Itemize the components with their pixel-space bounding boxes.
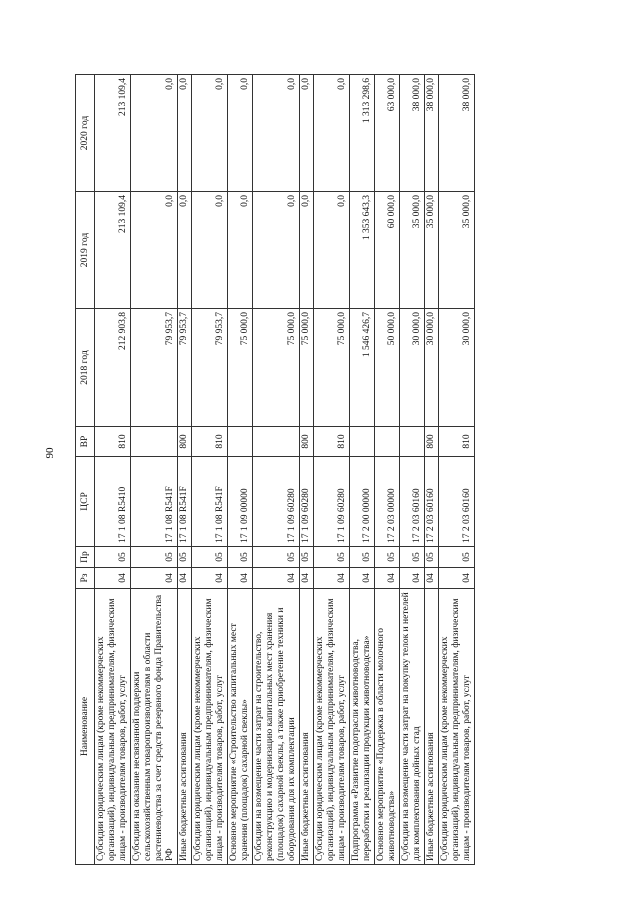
cell-vr: 800 — [178, 427, 192, 457]
cell-2018: 75 000,0 — [314, 309, 350, 427]
cell-rz: 04 — [131, 568, 178, 589]
cell-rz: 04 — [95, 568, 131, 589]
cell-2018: 75 000,0 — [228, 309, 253, 427]
cell-name: Иные бюджетные ассигнования — [178, 589, 192, 865]
table-row — [253, 75, 300, 865]
table-row — [439, 75, 475, 865]
cell-pr: 05 — [425, 547, 439, 568]
cell-rz: 04 — [253, 568, 300, 589]
cell-pr: 05 — [192, 547, 228, 568]
budget-table — [75, 74, 475, 865]
cell-csr: 17 1 08 R541F — [178, 457, 192, 547]
cell-vr — [228, 427, 253, 457]
table-row — [350, 75, 375, 865]
cell-name: Иные бюджетные ассигнования — [300, 589, 314, 865]
header-2019: 2019 год — [76, 192, 95, 309]
cell-csr: 17 1 08 R5410 — [95, 457, 131, 547]
table-row — [178, 75, 192, 865]
cell-csr: 17 2 03 60160 — [439, 457, 475, 547]
cell-name: Субсидии юридическим лицам (кроме некоммерческих организаций), индивидуальным предпринимателям, физическим лицам - производителям товаров, работ, услуг — [192, 589, 228, 865]
cell-name: Основное мероприятие «Поддержка в области молочного животноводства» — [375, 589, 400, 865]
cell-pr: 05 — [400, 547, 425, 568]
cell-vr — [375, 427, 400, 457]
cell-csr: 17 1 08 R541F — [131, 457, 178, 547]
cell-2020: 0,0 — [300, 75, 314, 192]
cell-pr: 05 — [253, 547, 300, 568]
cell-csr: 17 1 08 R541F — [192, 457, 228, 547]
cell-2019: 0,0 — [228, 192, 253, 309]
cell-2019: 0,0 — [178, 192, 192, 309]
cell-name: Субсидии на возмещение части затрат на строительство, реконструкцию и модернизацию капитальных мест хранения (площадок) сахарной свеклы, а также приобретение техники и оборудования для их комплектации — [253, 589, 300, 865]
cell-2020: 0,0 — [228, 75, 253, 192]
table-row — [131, 75, 178, 865]
cell-name: Субсидии на возмещение части затрат на покупку телок и нетелей для комплектования дойных стад — [400, 589, 425, 865]
header-pr: Пр — [76, 547, 95, 568]
cell-pr: 05 — [300, 547, 314, 568]
table-row — [228, 75, 253, 865]
cell-csr: 17 2 03 00000 — [375, 457, 400, 547]
cell-pr: 05 — [375, 547, 400, 568]
cell-vr — [253, 427, 300, 457]
cell-2018: 1 546 426,7 — [350, 309, 375, 427]
cell-vr — [131, 427, 178, 457]
header-vr: ВР — [76, 427, 95, 457]
cell-2020: 0,0 — [131, 75, 178, 192]
cell-2019: 0,0 — [131, 192, 178, 309]
cell-2020: 38 000,0 — [400, 75, 425, 192]
header-name: Наименование — [76, 589, 95, 865]
cell-name: Основное мероприятие «Строительство капитальных мест хранения (площадок) сахарной свеклы» — [228, 589, 253, 865]
cell-2020: 213 109,4 — [95, 75, 131, 192]
cell-2020: 0,0 — [178, 75, 192, 192]
cell-2018: 50 000,0 — [375, 309, 400, 427]
cell-pr: 05 — [131, 547, 178, 568]
cell-vr: 810 — [314, 427, 350, 457]
cell-pr: 05 — [95, 547, 131, 568]
table-row — [314, 75, 350, 865]
page-number: 90 — [44, 447, 56, 459]
cell-2019: 35 000,0 — [425, 192, 439, 309]
cell-2020: 1 313 298,6 — [350, 75, 375, 192]
cell-pr: 05 — [439, 547, 475, 568]
header-2020: 2020 год — [76, 75, 95, 192]
table-body — [95, 75, 475, 865]
cell-csr: 17 2 03 60160 — [425, 457, 439, 547]
table-row — [95, 75, 131, 865]
cell-rz: 04 — [300, 568, 314, 589]
cell-vr — [400, 427, 425, 457]
cell-2018: 79 953,7 — [178, 309, 192, 427]
cell-2020: 0,0 — [192, 75, 228, 192]
header-rz: Рз — [76, 568, 95, 589]
cell-csr: 17 1 09 60280 — [314, 457, 350, 547]
table-row — [375, 75, 400, 865]
cell-2019: 213 109,4 — [95, 192, 131, 309]
cell-pr: 05 — [314, 547, 350, 568]
cell-rz: 04 — [314, 568, 350, 589]
cell-2019: 0,0 — [192, 192, 228, 309]
cell-rz: 04 — [228, 568, 253, 589]
cell-csr: 17 1 09 60280 — [300, 457, 314, 547]
table-row — [425, 75, 439, 865]
cell-rz: 04 — [375, 568, 400, 589]
cell-rz: 04 — [425, 568, 439, 589]
cell-vr: 810 — [192, 427, 228, 457]
cell-2020: 38 000,0 — [439, 75, 475, 192]
cell-name: Субсидии на оказание несвязанной поддержки сельскохозяйственным товаропроизводителям в области растениеводства за счет средств резервного фонда Правительства РФ — [131, 589, 178, 865]
table-row — [192, 75, 228, 865]
cell-2019: 60 000,0 — [375, 192, 400, 309]
cell-2019: 35 000,0 — [400, 192, 425, 309]
cell-2020: 0,0 — [253, 75, 300, 192]
cell-2018: 212 903,8 — [95, 309, 131, 427]
cell-pr: 05 — [350, 547, 375, 568]
cell-2020: 38 000,0 — [425, 75, 439, 192]
table-row — [400, 75, 425, 865]
cell-2018: 75 000,0 — [253, 309, 300, 427]
cell-2020: 63 000,0 — [375, 75, 400, 192]
cell-csr: 17 1 09 60280 — [253, 457, 300, 547]
header-2018: 2018 год — [76, 309, 95, 427]
cell-2018: 30 000,0 — [439, 309, 475, 427]
cell-rz: 04 — [192, 568, 228, 589]
cell-vr: 800 — [300, 427, 314, 457]
cell-rz: 04 — [350, 568, 375, 589]
cell-name: Субсидии юридическим лицам (кроме некоммерческих организаций), индивидуальным предпринимателям, физическим лицам - производителям товаров, работ, услуг — [95, 589, 131, 865]
cell-name: Субсидии юридическим лицам (кроме некоммерческих организаций), индивидуальным предпринимателям, физическим лицам - производителям товаров, работ, услуг — [314, 589, 350, 865]
cell-2018: 79 953,7 — [131, 309, 178, 427]
cell-vr — [350, 427, 375, 457]
cell-vr: 810 — [439, 427, 475, 457]
cell-vr: 810 — [95, 427, 131, 457]
cell-name: Иные бюджетные ассигнования — [425, 589, 439, 865]
cell-csr: 17 2 03 60160 — [400, 457, 425, 547]
cell-2019: 0,0 — [300, 192, 314, 309]
cell-2018: 75 000,0 — [300, 309, 314, 427]
cell-2018: 30 000,0 — [400, 309, 425, 427]
cell-2020: 0,0 — [314, 75, 350, 192]
cell-2018: 30 000,0 — [425, 309, 439, 427]
cell-2019: 0,0 — [253, 192, 300, 309]
cell-rz: 04 — [439, 568, 475, 589]
cell-2019: 35 000,0 — [439, 192, 475, 309]
cell-2019: 0,0 — [314, 192, 350, 309]
cell-name: Субсидии юридическим лицам (кроме некоммерческих организаций), индивидуальным предпринимателям, физическим лицам - производителям товаров, работ, услуг — [439, 589, 475, 865]
cell-rz: 04 — [400, 568, 425, 589]
table-header-row — [76, 75, 95, 865]
cell-csr: 17 1 09 00000 — [228, 457, 253, 547]
cell-pr: 05 — [178, 547, 192, 568]
cell-rz: 04 — [178, 568, 192, 589]
cell-pr: 05 — [228, 547, 253, 568]
cell-csr: 17 2 00 00000 — [350, 457, 375, 547]
cell-vr: 800 — [425, 427, 439, 457]
cell-name: Подпрограмма «Развитие подотрасли животноводства, переработки и реализации продукции животноводства» — [350, 589, 375, 865]
cell-2019: 1 353 643,3 — [350, 192, 375, 309]
rotated-page-content — [75, 75, 580, 865]
header-csr: ЦСР — [76, 457, 95, 547]
cell-2018: 79 953,7 — [192, 309, 228, 427]
table-row — [300, 75, 314, 865]
